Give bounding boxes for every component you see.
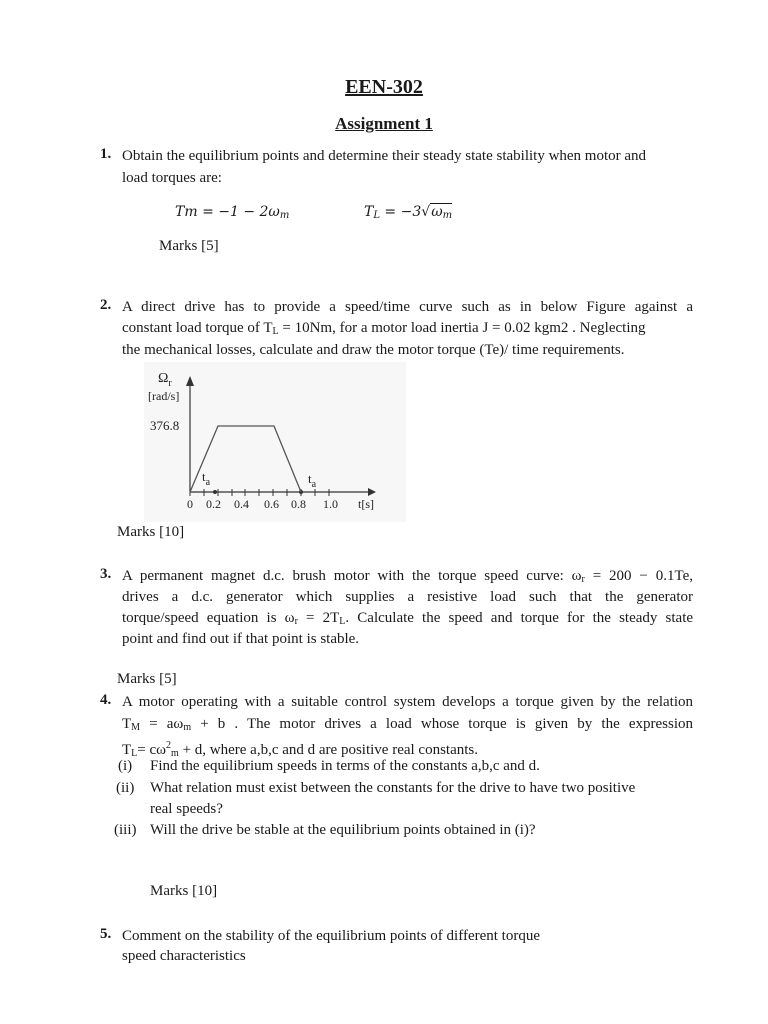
x-axis-unit: t[s] bbox=[358, 497, 374, 511]
q3-text-line4: point and find out if that point is stable. bbox=[122, 631, 360, 647]
q4-sub-i-number: (i) bbox=[118, 758, 133, 774]
y-axis-arrow bbox=[186, 376, 194, 386]
course-code: EEN-302 bbox=[345, 76, 423, 98]
x-tick-0.8: 0.8 bbox=[291, 497, 306, 511]
ta-marker-start bbox=[213, 490, 217, 494]
y-axis-unit: [rad/s] bbox=[148, 389, 180, 403]
q4-sub-ii-text-1: What relation must exist between the constants for the drive to have two positive bbox=[150, 780, 636, 796]
q5-text-line1: Comment on the stability of the equilibrium points of different torque bbox=[122, 928, 540, 944]
q1-number: 1. bbox=[100, 146, 112, 162]
y-axis-symbol: $\Omega_r$ bbox=[158, 371, 172, 389]
q4-text-line1: A motor operating with a suitable control system develops a torque given by the relation bbox=[122, 694, 693, 710]
q4-number: 4. bbox=[100, 692, 112, 708]
q3-text-line1: A permanent magnet d.c. brush motor with the torque speed curve: $\omega_r = 200 - 0.1Te$, bbox=[122, 568, 693, 585]
x-tick-0.6: 0.6 bbox=[264, 497, 279, 511]
q3-number: 3. bbox=[100, 566, 112, 582]
q4-marks: Marks [10] bbox=[150, 883, 218, 899]
q2-marks: Marks [10] bbox=[117, 524, 185, 540]
q3-text-line2: drives a d.c. generator which supplies a resistive load such that the generator bbox=[122, 589, 693, 605]
q1-text-line2: load torques are: bbox=[122, 170, 222, 186]
q4-text-line2: $T_M = a\omega_m + b$ . The motor drives a load whose torque is given by the expression bbox=[122, 716, 694, 733]
q1-load-torque-equation: $T_L = -3√\omega_m$ bbox=[364, 204, 453, 221]
q4-sub-iii-number: (iii) bbox=[114, 822, 137, 838]
q2-number: 2. bbox=[100, 297, 112, 313]
x-axis-arrow bbox=[368, 488, 376, 496]
q2-text-line3: the mechanical losses, calculate and draw the motor torque (Te)/ time requirements. bbox=[122, 342, 625, 358]
q1-motor-torque-equation: $Tm = -1 - 2\omega_m$ bbox=[175, 204, 290, 221]
x-tick-1.0: 1.0 bbox=[323, 497, 338, 511]
q4-sub-iii-text: Will the drive be stable at the equilibrium points obtained in (i)? bbox=[150, 822, 536, 838]
assignment-title: Assignment 1 bbox=[335, 114, 433, 133]
peak-speed-label: 376.8 bbox=[150, 418, 180, 433]
x-tick-0.4: 0.4 bbox=[234, 497, 249, 511]
q4-sub-ii-text-2: real speeds? bbox=[150, 801, 223, 817]
q3-marks: Marks [5] bbox=[117, 671, 177, 687]
q2-text-line1: A direct drive has to provide a speed/time curve such as in below Figure against a bbox=[122, 299, 693, 315]
q1-marks: Marks [5] bbox=[159, 238, 219, 254]
q4-text-line3: $T_L= c\omega^2_m + d$, where a,b,c and d are positive real constants. bbox=[122, 740, 478, 759]
ta-label-1: $t_a$ bbox=[202, 469, 211, 488]
q4-sub-ii-number: (ii) bbox=[116, 780, 135, 796]
q5-text-line2: speed characteristics bbox=[122, 948, 246, 964]
q3-text-line3: torque/speed equation is $\omega_r = 2T_L$. Calculate the speed and torque for the steady state bbox=[122, 610, 694, 627]
x-tick-0.2: 0.2 bbox=[206, 497, 221, 511]
q5-number: 5. bbox=[100, 926, 112, 942]
speed-time-curve bbox=[144, 362, 406, 522]
q2-text-line2: constant load torque of $T_L = 10Nm$, for a motor load inertia J = 0.02 kgm2 . Neglecting bbox=[122, 320, 646, 337]
ta-label-2: $t_a$ bbox=[308, 471, 317, 490]
x-tick-0: 0 bbox=[187, 497, 193, 511]
speed-time-figure bbox=[144, 362, 406, 522]
q4-sub-i-text: Find the equilibrium speeds in terms of the constants a,b,c and d. bbox=[150, 758, 540, 774]
q1-text-line1: Obtain the equilibrium points and determine their steady state stability when motor and bbox=[122, 148, 647, 164]
